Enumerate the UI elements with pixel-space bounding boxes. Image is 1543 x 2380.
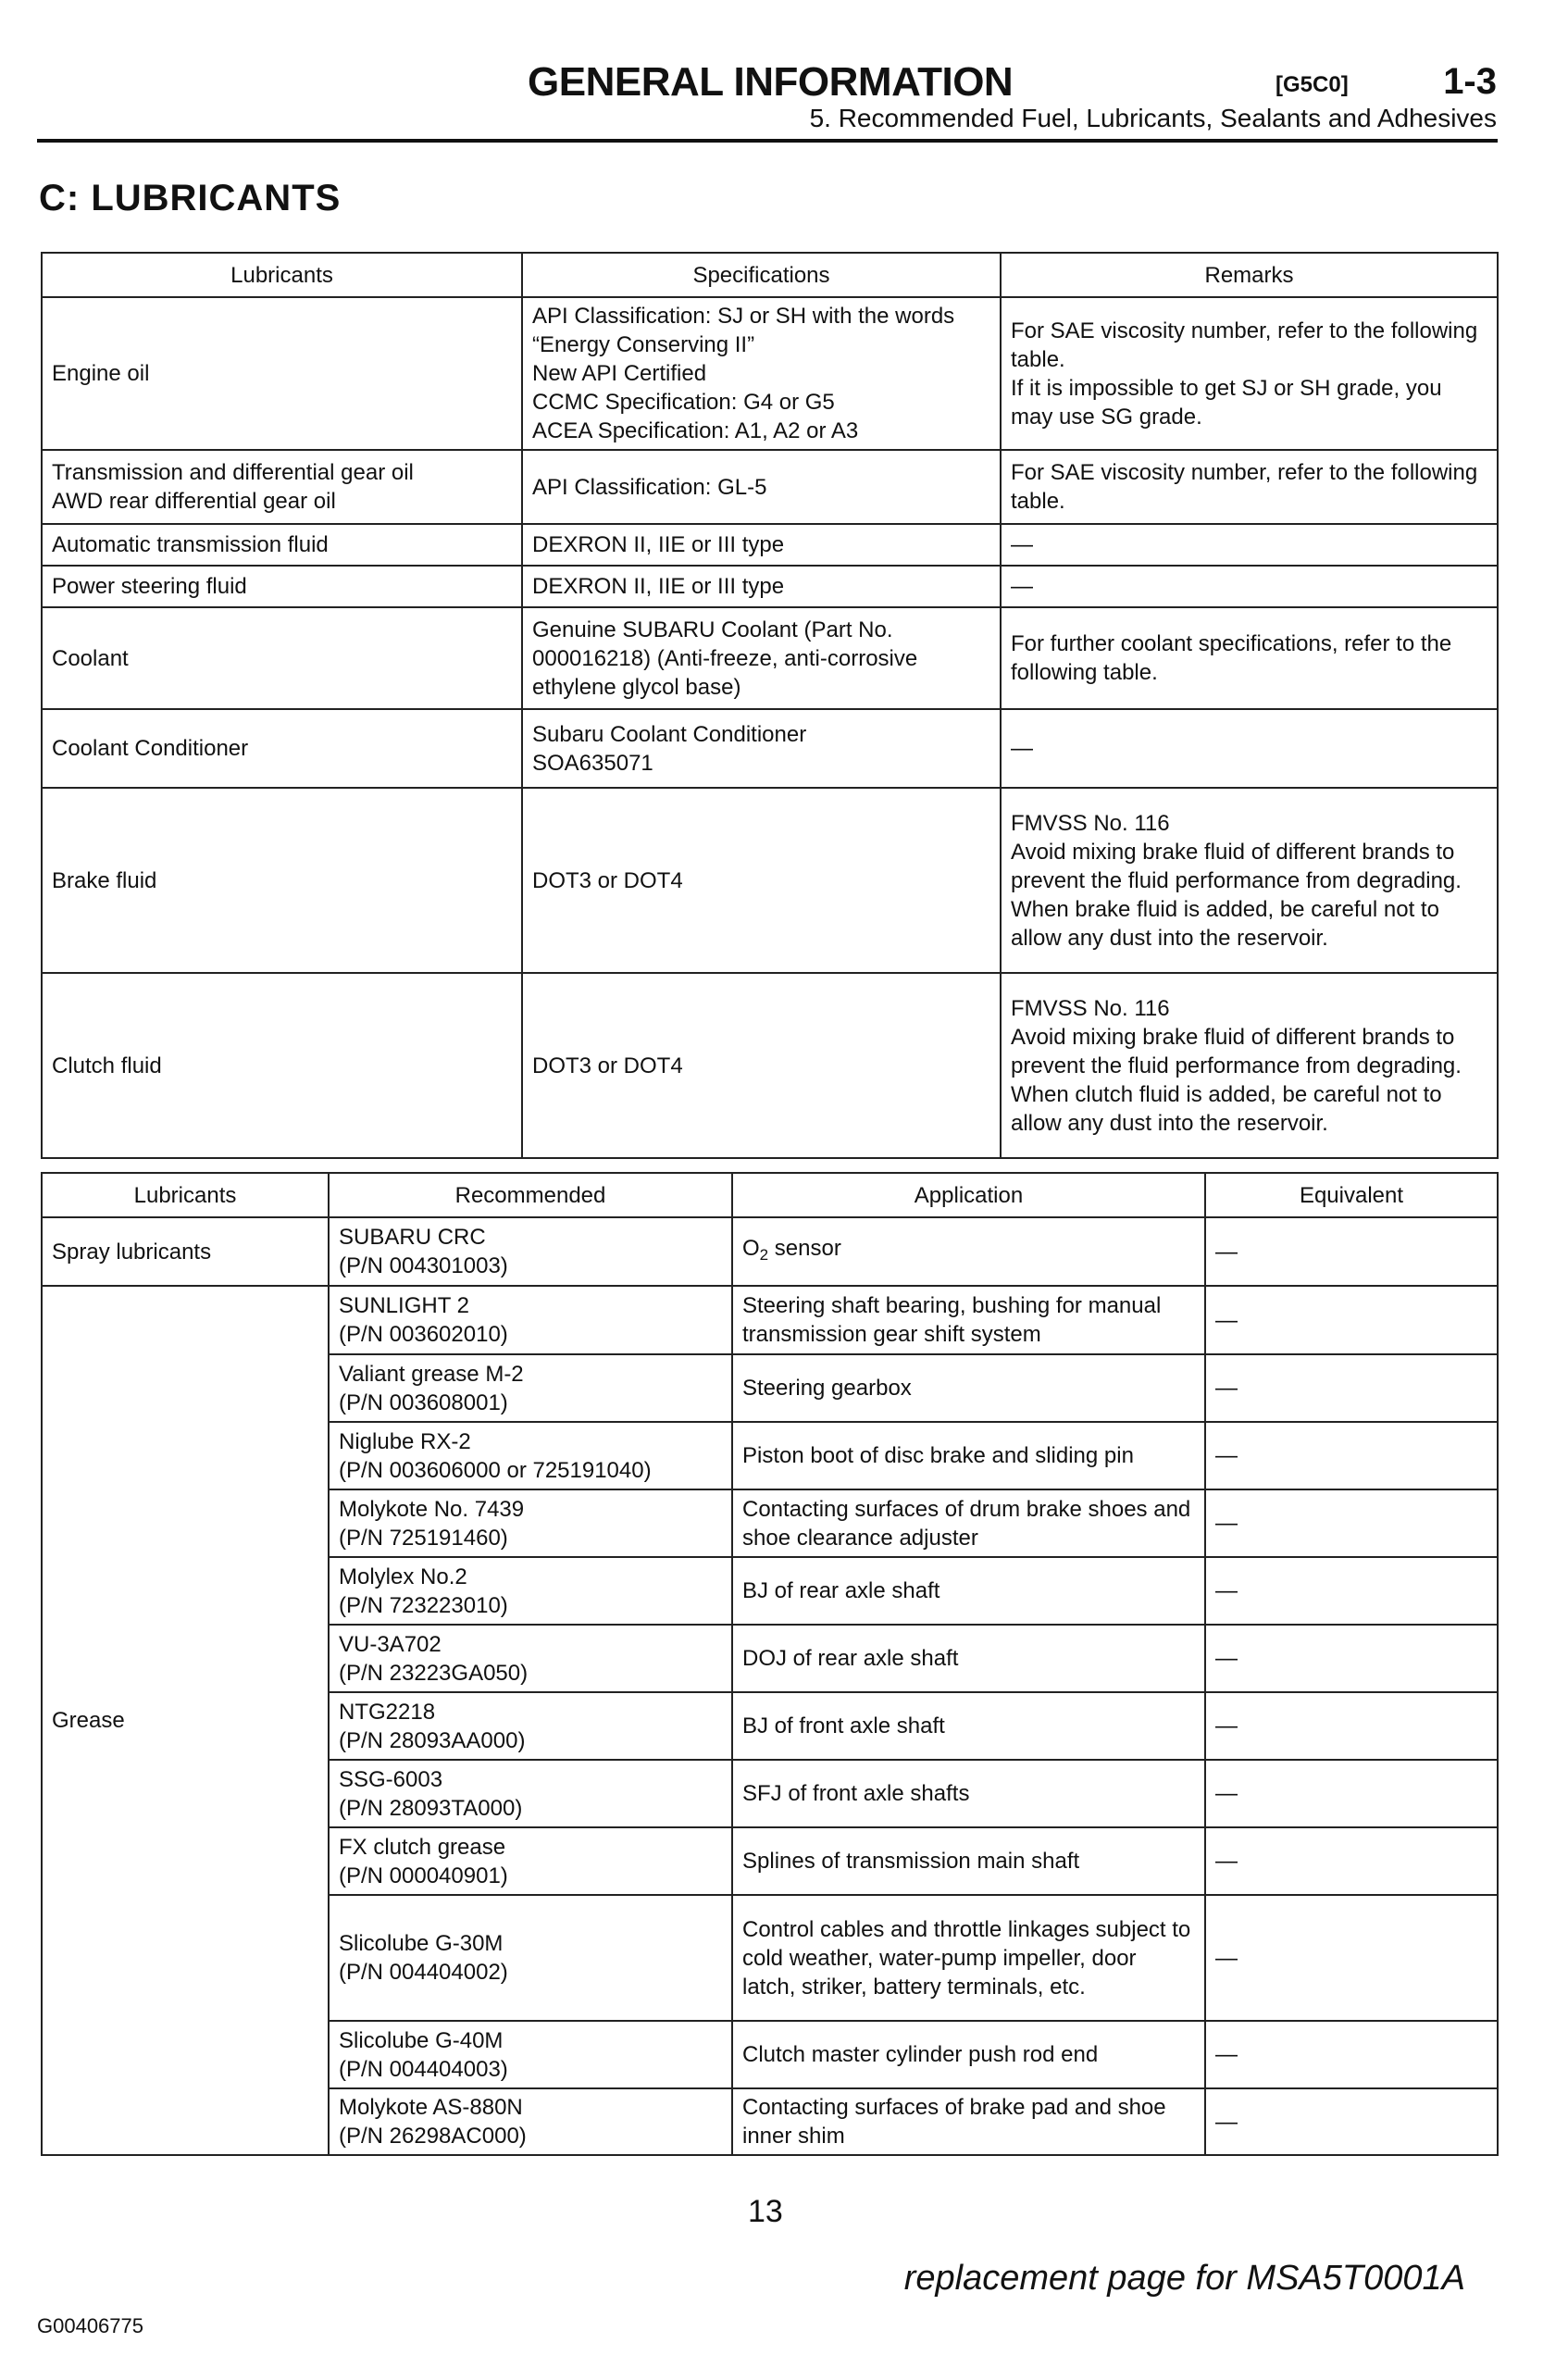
specification-cell: DOT3 or DOT4 <box>522 788 1001 973</box>
remarks-cell: FMVSS No. 116 Avoid mixing brake fluid of different brands to prevent the fluid performance from degrading. When brake fluid is added, be careful not to allow any dust into the reservoir. <box>1001 788 1498 973</box>
table-row <box>42 1217 1498 1286</box>
application-cell: Contacting surfaces of drum brake shoes and shoe clearance adjuster <box>732 1489 1205 1557</box>
equivalent-cell: — <box>1205 1625 1498 1692</box>
recommended-cell: SSG-6003 (P/N 28093TA000) <box>329 1760 732 1827</box>
remarks-cell: For SAE viscosity number, refer to the following table. If it is impossible to get SJ or SH grade, you may use SG grade. <box>1001 297 1498 450</box>
application-cell: SFJ of front axle shafts <box>732 1760 1205 1827</box>
recommended-cell: SUNLIGHT 2 (P/N 003602010) <box>329 1286 732 1354</box>
column-header: Application <box>732 1173 1205 1217</box>
application-cell: BJ of front axle shaft <box>732 1692 1205 1760</box>
recommended-cell: NTG2218 (P/N 28093AA000) <box>329 1692 732 1760</box>
recommended-cell: VU-3A702 (P/N 23223GA050) <box>329 1625 732 1692</box>
table-row <box>42 524 1498 566</box>
remarks-cell: FMVSS No. 116 Avoid mixing brake fluid of different brands to prevent the fluid performance from degrading. When clutch fluid is added, be careful not to allow any dust into the reservoir. <box>1001 973 1498 1158</box>
header-title: GENERAL INFORMATION <box>528 59 1014 105</box>
equivalent-cell: — <box>1205 1760 1498 1827</box>
remarks-cell: For SAE viscosity number, refer to the following table. <box>1001 450 1498 524</box>
column-header: Recommended <box>329 1173 732 1217</box>
table-row <box>42 450 1498 524</box>
recommended-cell: SUBARU CRC (P/N 004301003) <box>329 1217 732 1286</box>
equivalent-cell: — <box>1205 1422 1498 1489</box>
specification-cell: DEXRON II, IIE or III type <box>522 566 1001 607</box>
equivalent-cell: — <box>1205 1286 1498 1354</box>
recommended-cell: Slicolube G-30M (P/N 004404002) <box>329 1895 732 2021</box>
specification-cell: API Classification: SJ or SH with the words “Energy Conserving II” New API Certified CCMC Specification: G4 or G5 ACEA Specification: A1, A2 or A3 <box>522 297 1001 450</box>
footer-page-number: 13 <box>748 2194 783 2229</box>
recommended-cell: Slicolube G-40M (P/N 004404003) <box>329 2021 732 2088</box>
equivalent-cell: — <box>1205 1489 1498 1557</box>
grease-recommendation-table <box>41 1172 1499 2156</box>
table-row <box>42 607 1498 709</box>
column-header: Remarks <box>1001 253 1498 297</box>
lubricant-cell: Coolant <box>42 607 522 709</box>
table-row <box>42 788 1498 973</box>
application-text: O <box>742 1236 760 1261</box>
recommended-cell: Niglube RX-2 (P/N 003606000 or 725191040) <box>329 1422 732 1489</box>
equivalent-cell: — <box>1205 1827 1498 1895</box>
lubricant-cell: Coolant Conditioner <box>42 709 522 788</box>
table-row <box>42 973 1498 1158</box>
application-cell: Contacting surfaces of brake pad and shoe inner shim <box>732 2088 1205 2155</box>
header-code: [G5C0] <box>1275 72 1349 97</box>
application-cell: Splines of transmission main shaft <box>732 1827 1205 1895</box>
application-cell: DOJ of rear axle shaft <box>732 1625 1205 1692</box>
lubricant-cell: Spray lubricants <box>42 1217 329 1286</box>
specification-cell: API Classification: GL-5 <box>522 450 1001 524</box>
recommended-cell: Molykote AS-880N (P/N 26298AC000) <box>329 2088 732 2155</box>
equivalent-cell: — <box>1205 2088 1498 2155</box>
recommended-cell: Molylex No.2 (P/N 723223010) <box>329 1557 732 1625</box>
recommended-cell: Valiant grease M-2 (P/N 003608001) <box>329 1354 732 1422</box>
column-header: Lubricants <box>42 253 522 297</box>
section-title: C: LUBRICANTS <box>39 178 342 218</box>
application-cell: Control cables and throttle linkages subject to cold weather, water-pump impeller, door latch, striker, battery terminals, etc. <box>732 1895 1205 2021</box>
application-cell: Steering shaft bearing, bushing for manual transmission gear shift system <box>732 1286 1205 1354</box>
table-row <box>42 566 1498 607</box>
specification-cell: Subaru Coolant Conditioner SOA635071 <box>522 709 1001 788</box>
lubricant-cell: Power steering fluid <box>42 566 522 607</box>
equivalent-cell: — <box>1205 1557 1498 1625</box>
remarks-cell: — <box>1001 709 1498 788</box>
remarks-cell: For further coolant specifications, refer to the following table. <box>1001 607 1498 709</box>
header-rule <box>37 139 1498 143</box>
column-header: Lubricants <box>42 1173 329 1217</box>
specification-cell: DEXRON II, IIE or III type <box>522 524 1001 566</box>
equivalent-cell: — <box>1205 1692 1498 1760</box>
grease-label-cell: Grease <box>42 1286 329 2155</box>
table-header-row <box>42 1173 1498 1217</box>
column-header: Specifications <box>522 253 1001 297</box>
lubricant-cell: Transmission and differential gear oil AWD rear differential gear oil <box>42 450 522 524</box>
table-row <box>42 1286 1498 1354</box>
remarks-cell: — <box>1001 524 1498 566</box>
header-page-number: 1-3 <box>1443 61 1497 102</box>
lubricants-spec-table <box>41 252 1499 1159</box>
table-row <box>42 709 1498 788</box>
document-code: G00406775 <box>37 2314 143 2337</box>
application-cell: Piston boot of disc brake and sliding pin <box>732 1422 1205 1489</box>
equivalent-cell: — <box>1205 1354 1498 1422</box>
lubricant-cell: Clutch fluid <box>42 973 522 1158</box>
specification-cell: DOT3 or DOT4 <box>522 973 1001 1158</box>
equivalent-cell: — <box>1205 1895 1498 2021</box>
header-subtitle: 5. Recommended Fuel, Lubricants, Sealants and Adhesives <box>809 104 1497 132</box>
specification-cell: Genuine SUBARU Coolant (Part No. 000016218) (Anti-freeze, anti-corrosive ethylene glycol base) <box>522 607 1001 709</box>
application-cell <box>732 1217 1205 1286</box>
application-cell: BJ of rear axle shaft <box>732 1557 1205 1625</box>
recommended-cell: Molykote No. 7439 (P/N 725191460) <box>329 1489 732 1557</box>
recommended-cell: FX clutch grease (P/N 000040901) <box>329 1827 732 1895</box>
application-cell: Clutch master cylinder push rod end <box>732 2021 1205 2088</box>
lubricant-cell: Brake fluid <box>42 788 522 973</box>
replacement-note: replacement page for MSA5T0001A <box>903 2259 1465 2298</box>
lubricant-cell: Engine oil <box>42 297 522 450</box>
table-row <box>42 297 1498 450</box>
subscript-text: 2 <box>759 1246 769 1264</box>
equivalent-cell: — <box>1205 1217 1498 1286</box>
lubricant-cell: Automatic transmission fluid <box>42 524 522 566</box>
equivalent-cell: — <box>1205 2021 1498 2088</box>
remarks-cell: — <box>1001 566 1498 607</box>
application-cell: Steering gearbox <box>732 1354 1205 1422</box>
table-header-row <box>42 253 1498 297</box>
application-text: sensor <box>768 1236 841 1261</box>
column-header: Equivalent <box>1205 1173 1498 1217</box>
